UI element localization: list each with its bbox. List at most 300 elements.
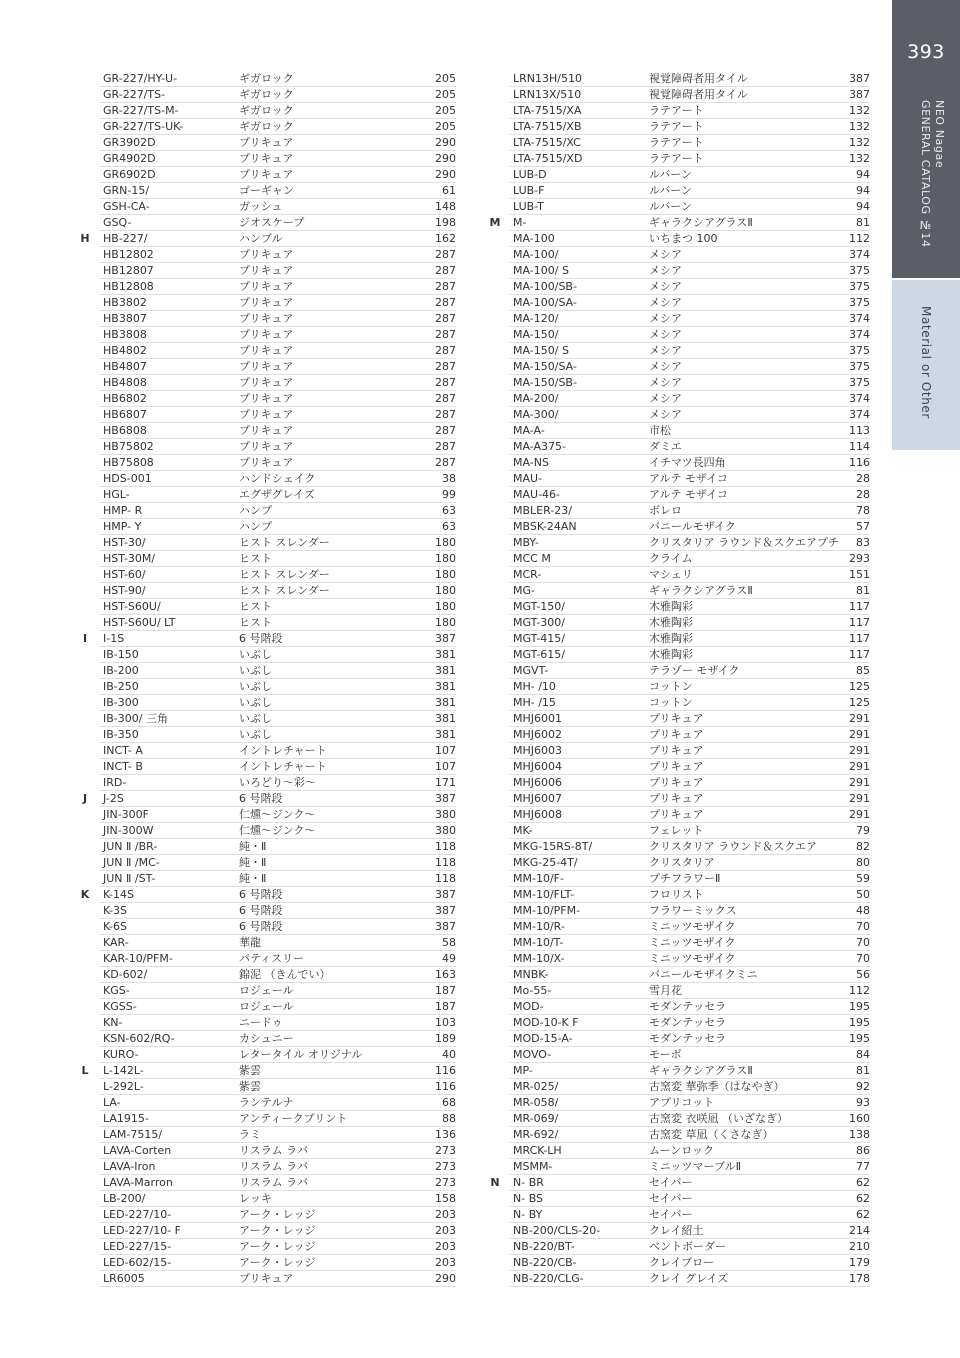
index-row (488, 407, 870, 423)
product-name: プリキュア (239, 264, 294, 277)
page-ref: 70 (856, 952, 870, 965)
index-row (488, 1063, 870, 1079)
product-code: MA-200/ (513, 392, 559, 405)
product-code: MHJ6004 (513, 760, 563, 773)
index-row (78, 775, 456, 791)
index-row (488, 647, 870, 663)
catalog-title (906, 100, 946, 270)
page-ref: 81 (856, 584, 870, 597)
index-row (488, 119, 870, 135)
product-code: LAVA-Marron (103, 1176, 173, 1189)
page-ref: 287 (435, 296, 456, 309)
product-code: MA-100/ S (513, 264, 569, 277)
product-code: HST-30/ (103, 536, 146, 549)
product-name: ニードゥ (239, 1016, 283, 1029)
index-row (78, 343, 456, 359)
index-row (78, 1175, 456, 1191)
page-ref: 85 (856, 664, 870, 677)
index-row (78, 1191, 456, 1207)
product-name: モーボ (649, 1048, 682, 1061)
page-ref: 107 (435, 744, 456, 757)
page-ref: 375 (849, 264, 870, 277)
product-code: I-1S (103, 632, 125, 645)
index-row (488, 999, 870, 1015)
index-row (78, 759, 456, 775)
product-code: GSH-CA- (103, 200, 150, 213)
index-row (78, 743, 456, 759)
product-name: クレイ紹土 (649, 1224, 704, 1237)
index-row (488, 983, 870, 999)
page-ref: 82 (856, 840, 870, 853)
product-name: プリキュア (649, 792, 704, 805)
product-code: HDS-001 (103, 472, 152, 485)
page-ref: 117 (849, 616, 870, 629)
page-ref: 116 (435, 1064, 456, 1077)
page-ref: 203 (435, 1240, 456, 1253)
index-row (78, 903, 456, 919)
product-name: プリキュア (239, 280, 294, 293)
index-row (78, 663, 456, 679)
index-row (488, 743, 870, 759)
product-code: MHJ6003 (513, 744, 563, 757)
product-name: いろどり〜彩〜 (239, 776, 316, 789)
product-name: イントレチャート (239, 744, 327, 757)
product-name: クリスタリア (649, 856, 715, 869)
product-code: IB-250 (103, 680, 139, 693)
product-name: プリキュア (239, 408, 294, 421)
page-ref: 50 (856, 888, 870, 901)
index-row (488, 567, 870, 583)
product-code: JIN-300F (103, 808, 150, 821)
page-ref: 214 (849, 1224, 870, 1237)
index-row (78, 1031, 456, 1047)
product-code: HST-60/ (103, 568, 146, 581)
index-row (78, 727, 456, 743)
page-ref: 62 (856, 1192, 870, 1205)
page-ref: 112 (849, 232, 870, 245)
product-code: L-292L- (103, 1080, 144, 1093)
product-code: GR-227/TS-UK- (103, 120, 184, 133)
index-column-left (78, 71, 456, 1287)
page-ref: 287 (435, 424, 456, 437)
index-row (78, 327, 456, 343)
index-row (78, 1063, 456, 1079)
page-ref: 195 (849, 1000, 870, 1013)
page-ref: 203 (435, 1256, 456, 1269)
product-name: ヒスト (239, 600, 272, 613)
index-row (488, 1271, 870, 1287)
product-code: LUB-T (513, 200, 544, 213)
product-name: ゴーギャン (239, 184, 294, 197)
product-code: KD-602/ (103, 968, 148, 981)
index-row (78, 1239, 456, 1255)
product-code: HB3807 (103, 312, 147, 325)
product-name: ルバーン (649, 168, 693, 181)
index-row (488, 711, 870, 727)
index-row (488, 631, 870, 647)
product-name: ラテアート (649, 136, 704, 149)
product-name: クリスタリア ラウンド＆スクエアプチ (649, 536, 840, 549)
page-ref: 287 (435, 328, 456, 341)
product-code: MNBK- (513, 968, 549, 981)
index-row (488, 1239, 870, 1255)
page-ref: 116 (849, 456, 870, 469)
index-row (488, 471, 870, 487)
index-column-right (488, 71, 870, 1287)
index-row (78, 503, 456, 519)
product-name: ヒスト スレンダー (239, 536, 330, 549)
index-row (488, 247, 870, 263)
page-ref: 375 (849, 296, 870, 309)
product-code: MA-120/ (513, 312, 559, 325)
page-ref: 99 (442, 488, 456, 501)
product-code: MR-069/ (513, 1112, 559, 1125)
product-name: クライム (649, 552, 693, 565)
product-name: イチマツ長四角 (649, 456, 726, 469)
page-ref: 117 (849, 600, 870, 613)
product-name: 6 号階段 (239, 888, 283, 901)
page-ref: 84 (856, 1048, 870, 1061)
product-code: MR-058/ (513, 1096, 559, 1109)
product-code: MA-100 (513, 232, 555, 245)
product-code: IB-200 (103, 664, 139, 677)
product-name: ギガロック (239, 88, 294, 101)
section-label: Material or Other (919, 306, 933, 419)
product-code: MH- /15 (513, 696, 556, 709)
index-row (488, 1255, 870, 1271)
page-ref: 59 (856, 872, 870, 885)
page-ref: 287 (435, 264, 456, 277)
page-ref: 375 (849, 280, 870, 293)
product-code: N- BY (513, 1208, 543, 1221)
index-row (488, 823, 870, 839)
product-name: ハンドシェイク (239, 472, 316, 485)
index-row (78, 631, 456, 647)
product-code: LTA-7515/XB (513, 120, 582, 133)
index-row (488, 263, 870, 279)
page-ref: 287 (435, 456, 456, 469)
product-name: プリキュア (239, 440, 294, 453)
page-ref: 62 (856, 1208, 870, 1221)
product-name: ハンブル (239, 232, 283, 245)
index-row (488, 231, 870, 247)
index-row (488, 135, 870, 151)
product-code: MGVT- (513, 664, 549, 677)
product-name: 純・Ⅱ (239, 856, 267, 869)
product-name: エグザグレイズ (239, 488, 315, 501)
page-ref: 162 (435, 232, 456, 245)
product-code: INCT- A (103, 744, 143, 757)
product-code: GR-227/HY-U- (103, 72, 178, 85)
page-ref: 374 (849, 392, 870, 405)
index-row (78, 1143, 456, 1159)
product-name: プリキュア (239, 328, 294, 341)
page-ref: 180 (435, 568, 456, 581)
page-ref: 160 (849, 1112, 870, 1125)
index-row (78, 455, 456, 471)
product-code: INCT- B (103, 760, 143, 773)
index-row (78, 871, 456, 887)
page-ref: 93 (856, 1096, 870, 1109)
index-row (78, 1111, 456, 1127)
page-ref: 163 (435, 968, 456, 981)
product-code: HST-S60U/ LT (103, 616, 176, 629)
index-row (488, 1095, 870, 1111)
product-name: ルバーン (649, 184, 693, 197)
product-code: HST-30M/ (103, 552, 156, 565)
product-name: ラテアート (649, 104, 704, 117)
page-ref: 83 (856, 536, 870, 549)
product-name: ラテアート (649, 120, 704, 133)
index-row (78, 983, 456, 999)
index-row (488, 1127, 870, 1143)
index-row (78, 695, 456, 711)
product-name: フェレット (649, 824, 704, 837)
product-name: ロジェール (239, 984, 294, 997)
index-row (488, 967, 870, 983)
index-row (78, 951, 456, 967)
index-row (78, 1255, 456, 1271)
product-name: フラワーミックス (649, 904, 737, 917)
product-code: IB-300/ 三角 (103, 712, 168, 725)
product-code: N- BS (513, 1192, 544, 1205)
product-code: N- BR (513, 1176, 544, 1189)
product-name: マシェリ (649, 568, 693, 581)
product-code: MOVO- (513, 1048, 552, 1061)
page-ref: 374 (849, 328, 870, 341)
index-row (488, 103, 870, 119)
product-code: JUN Ⅱ /ST- (103, 872, 156, 885)
product-name: プリキュア (239, 136, 294, 149)
product-code: LRN13X/510 (513, 88, 582, 101)
index-row (488, 615, 870, 631)
index-row (78, 119, 456, 135)
product-name: プリキュア (239, 424, 294, 437)
page-ref: 62 (856, 1176, 870, 1189)
product-name: 華龍 (239, 936, 261, 949)
product-code: MG- (513, 584, 535, 597)
index-letter: K (80, 888, 90, 901)
index-row (78, 231, 456, 247)
index-row (78, 391, 456, 407)
page-ref: 180 (435, 600, 456, 613)
product-name: メシア (649, 280, 682, 293)
product-code: MP- (513, 1064, 533, 1077)
index-row (488, 1143, 870, 1159)
page-ref: 287 (435, 376, 456, 389)
page-ref: 287 (435, 248, 456, 261)
index-row (78, 167, 456, 183)
product-name: 6 号階段 (239, 920, 283, 933)
product-code: MAU- (513, 472, 543, 485)
product-name: ジオスケープ (239, 216, 305, 229)
product-code: LRN13H/510 (513, 72, 582, 85)
page-ref: 381 (435, 712, 456, 725)
product-code: MRCK-LH (513, 1144, 562, 1157)
page-ref: 387 (435, 920, 456, 933)
product-name: ヒスト (239, 552, 272, 565)
product-name: アーク・レッジ (239, 1256, 316, 1269)
index-row (78, 247, 456, 263)
page-ref: 80 (856, 856, 870, 869)
product-name: いぶし (239, 712, 272, 725)
product-code: MOD- (513, 1000, 544, 1013)
product-name: いぶし (239, 664, 272, 677)
index-row (78, 199, 456, 215)
product-name: ボレロ (649, 504, 682, 517)
product-code: HB3808 (103, 328, 147, 341)
product-name: ミニッツモザイク (649, 936, 736, 949)
product-name: メシア (649, 328, 682, 341)
product-code: MA-A375- (513, 440, 566, 453)
product-name: プリキュア (649, 712, 704, 725)
product-code: MR-692/ (513, 1128, 559, 1141)
product-name: ギャラクシアグラスⅡ (649, 216, 753, 229)
product-name: セイバー (649, 1192, 693, 1205)
product-name: 純・Ⅱ (239, 840, 267, 853)
product-code: MM-10/X- (513, 952, 565, 965)
index-row (78, 1015, 456, 1031)
page-ref: 287 (435, 280, 456, 293)
product-code: LAM-7515/ (103, 1128, 163, 1141)
index-row (78, 1079, 456, 1095)
product-name: ミニッツモザイク (649, 920, 736, 933)
product-name: ガッシュ (239, 200, 283, 213)
product-code: MCC M (513, 552, 551, 565)
page-ref: 381 (435, 664, 456, 677)
product-code: LED-227/15- (103, 1240, 172, 1253)
page-ref: 380 (435, 824, 456, 837)
product-code: MKG-25-4T/ (513, 856, 578, 869)
index-row (78, 1159, 456, 1175)
index-row (78, 839, 456, 855)
product-code: HB6808 (103, 424, 147, 437)
product-code: LAVA-Corten (103, 1144, 172, 1157)
page-ref: 374 (849, 312, 870, 325)
product-code: LUB-D (513, 168, 547, 181)
product-name: 仁燻〜ジンク〜 (239, 808, 316, 821)
product-code: MGT-150/ (513, 600, 566, 613)
page-ref: 287 (435, 312, 456, 325)
product-name: プチフラワーⅡ (649, 872, 721, 885)
product-code: HMP- Y (103, 520, 142, 533)
product-name: 木雅陶彩 (649, 600, 693, 613)
page-ref: 81 (856, 216, 870, 229)
index-row (78, 1095, 456, 1111)
page-ref: 28 (856, 472, 870, 485)
product-code: IB-300 (103, 696, 139, 709)
page-ref: 291 (849, 712, 870, 725)
product-name: いぶし (239, 680, 272, 693)
product-name: モダンテッセラ (649, 1000, 727, 1013)
page-ref: 94 (856, 168, 870, 181)
product-name: メシア (649, 312, 682, 325)
product-code: MAU-46- (513, 488, 561, 501)
product-code: LED-227/10- F (103, 1224, 182, 1237)
index-row (488, 663, 870, 679)
product-code: HB75802 (103, 440, 154, 453)
index-row (78, 311, 456, 327)
product-name: ダミエ (649, 440, 682, 453)
index-row (488, 439, 870, 455)
index-row (488, 1111, 870, 1127)
product-name: 木雅陶彩 (649, 648, 693, 661)
page-ref: 205 (435, 88, 456, 101)
index-row (78, 1127, 456, 1143)
page-ref: 148 (435, 200, 456, 213)
product-name: ベントボーダー (649, 1240, 726, 1253)
index-row (488, 903, 870, 919)
product-name: ラテアート (649, 152, 704, 165)
page-ref: 290 (435, 136, 456, 149)
product-name: イントレチャート (239, 760, 327, 773)
index-row (78, 1047, 456, 1063)
catalog-title-line2: GENERAL CATALOG №14 (919, 100, 932, 248)
index-row (488, 71, 870, 87)
index-row (78, 647, 456, 663)
product-code: MHJ6007 (513, 792, 563, 805)
index-row (78, 999, 456, 1015)
index-row (78, 71, 456, 87)
product-name: レタータイル オリジナル (239, 1048, 363, 1061)
page-ref: 114 (849, 440, 870, 453)
page-ref: 125 (849, 680, 870, 693)
index-row (488, 695, 870, 711)
product-name: バニールモザイク (649, 520, 736, 533)
page-ref: 180 (435, 536, 456, 549)
product-code: IB-150 (103, 648, 139, 661)
product-name: アルテ モザイコ (649, 472, 728, 485)
index-row (78, 1207, 456, 1223)
page-ref: 195 (849, 1032, 870, 1045)
product-name: クレイ グレイズ (649, 1272, 729, 1285)
page-ref: 203 (435, 1224, 456, 1237)
page-ref: 58 (442, 936, 456, 949)
product-code: MA-100/SA- (513, 296, 577, 309)
product-code: K-14S (103, 888, 135, 901)
product-name: ルバーン (649, 200, 693, 213)
product-name: 視覚障碍者用タイル (649, 72, 748, 85)
product-code: MA-100/ (513, 248, 559, 261)
page-ref: 57 (856, 520, 870, 533)
product-code: LTA-7515/XD (513, 152, 583, 165)
page-ref: 77 (856, 1160, 870, 1173)
page-ref: 381 (435, 680, 456, 693)
page-ref: 387 (435, 792, 456, 805)
page-ref: 28 (856, 488, 870, 501)
product-code: KAR-10/PFM- (103, 952, 173, 965)
page-ref: 287 (435, 408, 456, 421)
product-code: HB3802 (103, 296, 147, 309)
product-name: プリキュア (239, 1272, 294, 1285)
product-name: プリキュア (239, 168, 294, 181)
product-name: レッキ (239, 1192, 272, 1205)
page-ref: 94 (856, 200, 870, 213)
product-name: クリスタリア ラウンド＆スクエア (649, 840, 818, 853)
product-name: ヒスト スレンダー (239, 584, 330, 597)
index-row (78, 1271, 456, 1287)
page-ref: 68 (442, 1096, 456, 1109)
index-letter: L (81, 1064, 89, 1077)
index-row (488, 887, 870, 903)
product-code: MHJ6006 (513, 776, 563, 789)
index-row (488, 519, 870, 535)
index-row (78, 295, 456, 311)
index-row (488, 423, 870, 439)
product-name: いぶし (239, 696, 272, 709)
page-ref: 38 (442, 472, 456, 485)
page-ref: 381 (435, 728, 456, 741)
